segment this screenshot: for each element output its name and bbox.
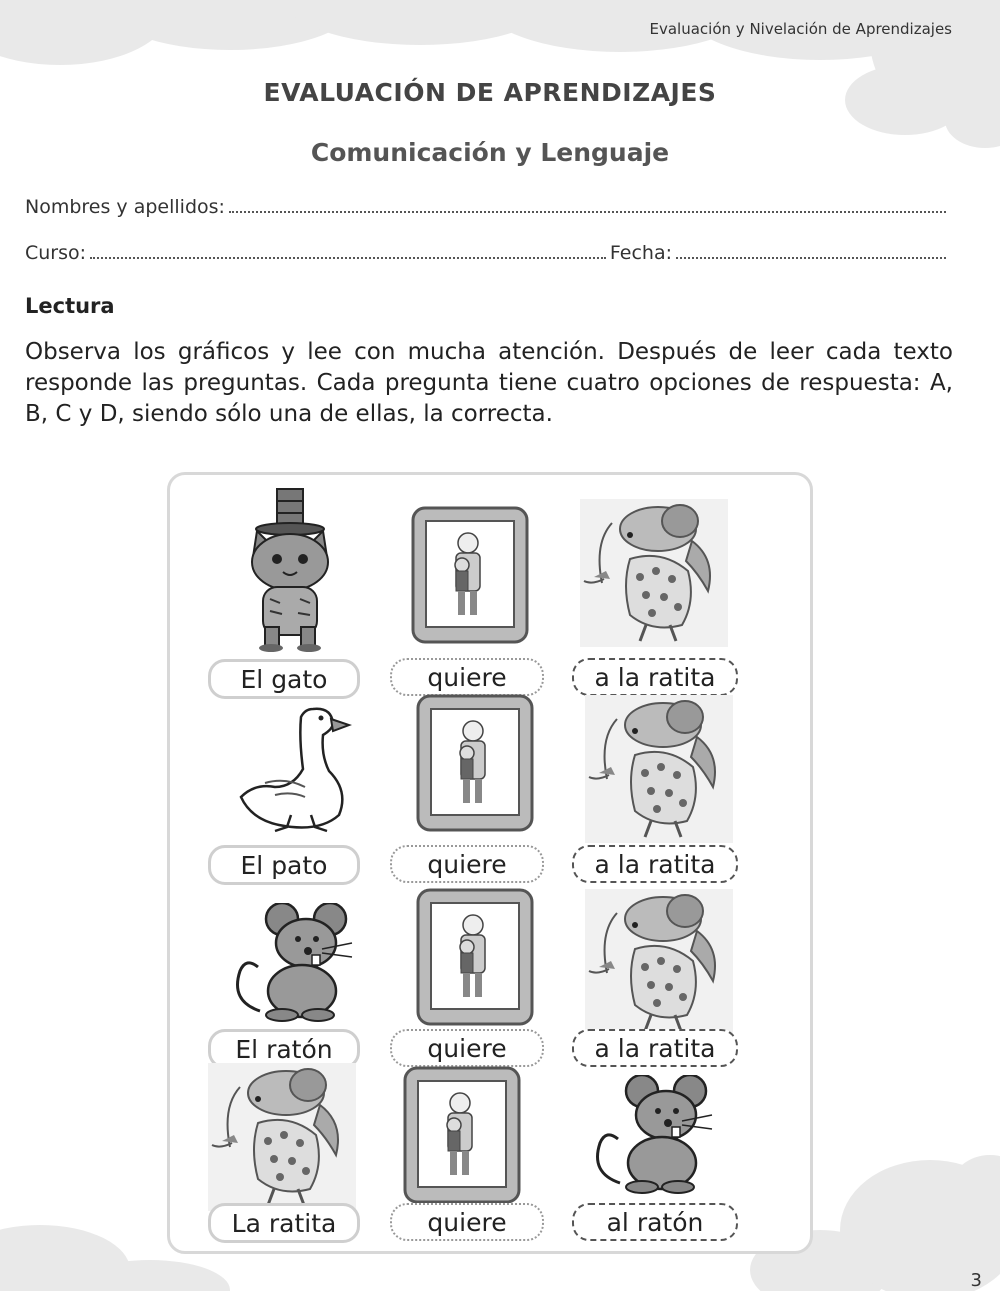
love-card-icon xyxy=(415,693,535,833)
date-dotted-line[interactable] xyxy=(676,243,946,259)
cat-icon xyxy=(225,487,355,652)
section-heading: Lectura xyxy=(25,294,115,318)
sentence-2-verb[interactable]: quiere xyxy=(390,845,544,883)
instructions-text: Observa los gráficos y lee con mucha atención. Después de leer cada texto responde las preguntas. Cada pregunta tiene cuatro opciones de respuesta: A, B, C y D, siendo sólo una de ellas, la correcta. xyxy=(25,339,953,427)
love-card-icon xyxy=(415,887,535,1027)
ratita-icon xyxy=(585,695,733,843)
sentence-3-object[interactable]: a la ratita xyxy=(572,1029,738,1067)
page-number: 3 xyxy=(970,1270,982,1291)
sentence-2-object[interactable]: a la ratita xyxy=(572,845,738,883)
mouse-icon xyxy=(230,903,370,1023)
sentence-3-subject[interactable]: El ratón xyxy=(208,1029,360,1069)
love-card-icon xyxy=(402,1065,522,1205)
course-dotted-line[interactable] xyxy=(90,243,606,259)
sentence-4-subject[interactable]: La ratita xyxy=(208,1203,360,1243)
sentence-2-subject[interactable]: El pato xyxy=(208,845,360,885)
duck-icon xyxy=(235,703,355,833)
page-subtitle: Comunicación y Lenguaje xyxy=(310,138,670,167)
love-card-icon xyxy=(410,505,530,645)
mouse-icon xyxy=(590,1075,730,1195)
ratita-icon xyxy=(585,889,733,1037)
header-note: Evaluación y Nivelación de Aprendizajes xyxy=(649,20,952,38)
sentence-1-object[interactable]: a la ratita xyxy=(572,658,738,696)
course-date-field[interactable] xyxy=(25,242,950,264)
course-label: Curso: xyxy=(25,242,87,264)
date-label: Fecha: xyxy=(609,242,672,264)
page-title: EVALUACIÓN DE APRENDIZAJES xyxy=(263,78,717,107)
sentence-4-verb[interactable]: quiere xyxy=(390,1203,544,1241)
sentence-4-object[interactable]: al ratón xyxy=(572,1203,738,1241)
names-field[interactable] xyxy=(25,196,950,218)
sentence-3-verb[interactable]: quiere xyxy=(390,1029,544,1067)
ratita-icon xyxy=(208,1063,356,1211)
ratita-icon xyxy=(580,499,728,647)
reading-panel xyxy=(167,472,813,1254)
sentence-1-subject[interactable]: El gato xyxy=(208,659,360,699)
sentence-1-verb[interactable]: quiere xyxy=(390,658,544,696)
names-label: Nombres y apellidos: xyxy=(25,196,225,218)
names-dotted-line[interactable] xyxy=(229,197,946,213)
